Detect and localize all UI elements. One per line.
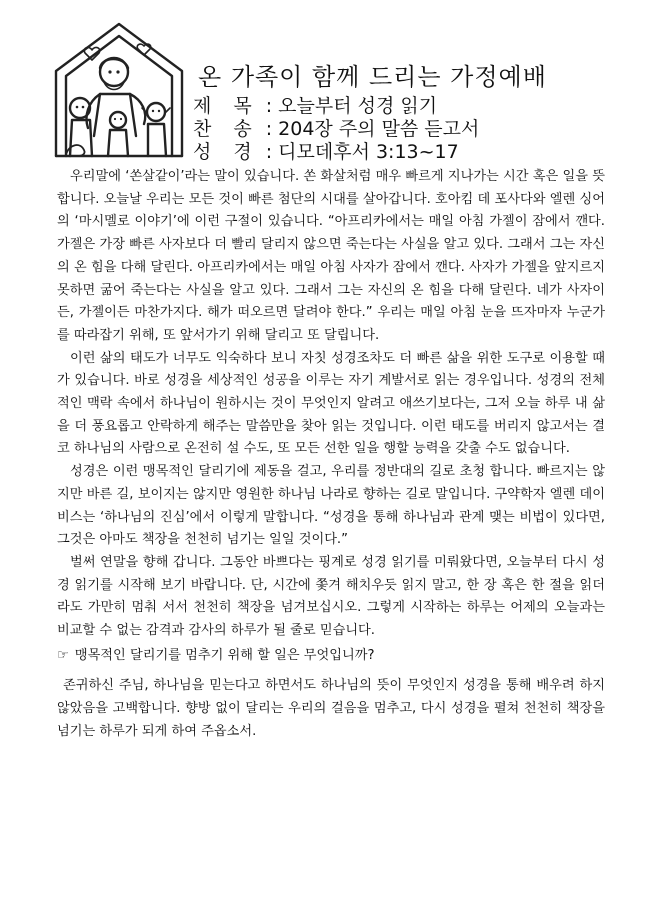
question-text: 맹목적인 달리기를 멈추기 위해 할 일은 무엇입니까? [74,647,375,663]
pointing-hand-icon: ☞ [57,647,69,663]
subject-label: 제 목 [193,95,260,117]
page-title: 온 가족이 함께 드리는 가정예배 [198,63,547,91]
paragraph: 이런 삶의 태도가 너무도 익숙하다 보니 자칫 성경조차도 더 빠른 삶을 위한 도구로 이용할 때가 있습니다. 바로 성경을 세상적인 성공을 이루는 자기 계발서로 읽는 경우입니다. 성경의 전체적인 맥락 속에서 하나님이 원하시는 것이 무엇인지 알려고 애쓰기보다는, 그저 오늘 하루 내 삶을 더 풍요롭고 안락하게 해주는 말씀만을 찾아 읽는 것입니다. 이런 태도를 버리지 않고서는 결코 하나님의 사람으로 온전히 설 수도, 또 모든 선한 일을 행할 능력을 갖출 수도 없습니다. [57,350,605,457]
scripture-label: 성 경 [193,141,260,163]
scripture-row: 성 경 : 디모데후서 3:13~17 [193,141,459,163]
hymn-label: 찬 송 [193,118,260,140]
discussion-question [57,645,605,668]
header [0,0,653,165]
prayer: 존귀하신 주님, 하나님을 믿는다고 하면서도 하나님의 뜻이 무엇인지 성경을 통해 배우려 하지 않았음을 고백합니다. 향방 없이 달리는 우리의 걸음을 멈추고, 다시 성경을 펼쳐 천천히 책장을 넘기는 하루가 되게 하여 주옵소서. [57,678,605,739]
sermon-body [57,166,605,744]
family-house-illustration [44,16,194,166]
scripture-value: 디모데후서 3:13~17 [278,141,459,163]
paragraph: 성경은 이런 맹목적인 달리기에 제동을 걸고, 우리를 정반대의 길로 초청 합니다. 빠르지는 않지만 바른 길, 보이지는 않지만 영원한 하나님 나라로 향하는 길로 말입니다. 구약학자 엘렌 데이비스는 ‘하나님의 진심’에서 이렇게 말합니다. “성경을 통해 하나님과 관계 맺는 비법이 있다면, 그것은 아마도 책장을 천천히 넘기는 일일 것이다.” [57,464,605,548]
hymn-row: 찬 송 : 204장 주의 말씀 듣고서 [193,118,480,140]
paragraph: 벌써 연말을 향해 갑니다. 그동안 바쁘다는 핑계로 성경 읽기를 미뤄왔다면, 오늘부터 다시 성경 읽기를 시작해 보기 바랍니다. 단, 시간에 쫓겨 해치우듯 읽지 말고, 한 장 혹은 한 절을 읽더라도 가만히 멈춰 서서 천천히 책장을 넘겨보십시오. 그렇게 시작하는 하루는 어제의 오늘과는 비교할 수 없는 감격과 감사의 하루가 될 줄로 믿습니다. [57,554,605,639]
subject-row: 제 목 : 오늘부터 성경 읽기 [193,95,438,117]
paragraph: 우리말에 ‘쏜살같이’라는 말이 있습니다. 쏜 화살처럼 매우 빠르게 지나가는 시간 혹은 일을 뜻합니다. 오늘날 우리는 모든 것이 빠른 첨단의 시대를 살아갑니다. 호아킴 데 포사다와 엘렌 싱어의 ‘마시멜로 이야기’에 이런 구절이 있습니다. “아프리카에서는 매일 아침 가젤이 잠에서 깬다. 가젤은 가장 빠른 사자보다 더 빨리 달리지 않으면 죽는다는 사실을 알고 있다. 그래서 그는 자신의 온 힘을 다해 달린다. 아프리카에서는 매일 아침 사자가 잠에서 깬다. 사자가 가젤을 앞지르지 못하면 굶어 죽는다는 사실을 알고 있다. 그래서 그는 자신의 온 힘을 다해 달린다. 네가 사자이든, 가젤이든 마찬가지다. 해가 떠오르면 달려야 한다.” 우리는 매일 아침 눈을 뜨자마자 누군가를 따라잡기 위해, 또 앞서가기 위해 달리고 또 달립니다. [57,169,605,343]
hymn-value: 204장 주의 말씀 듣고서 [278,118,480,140]
subject-value: 오늘부터 성경 읽기 [278,95,438,117]
